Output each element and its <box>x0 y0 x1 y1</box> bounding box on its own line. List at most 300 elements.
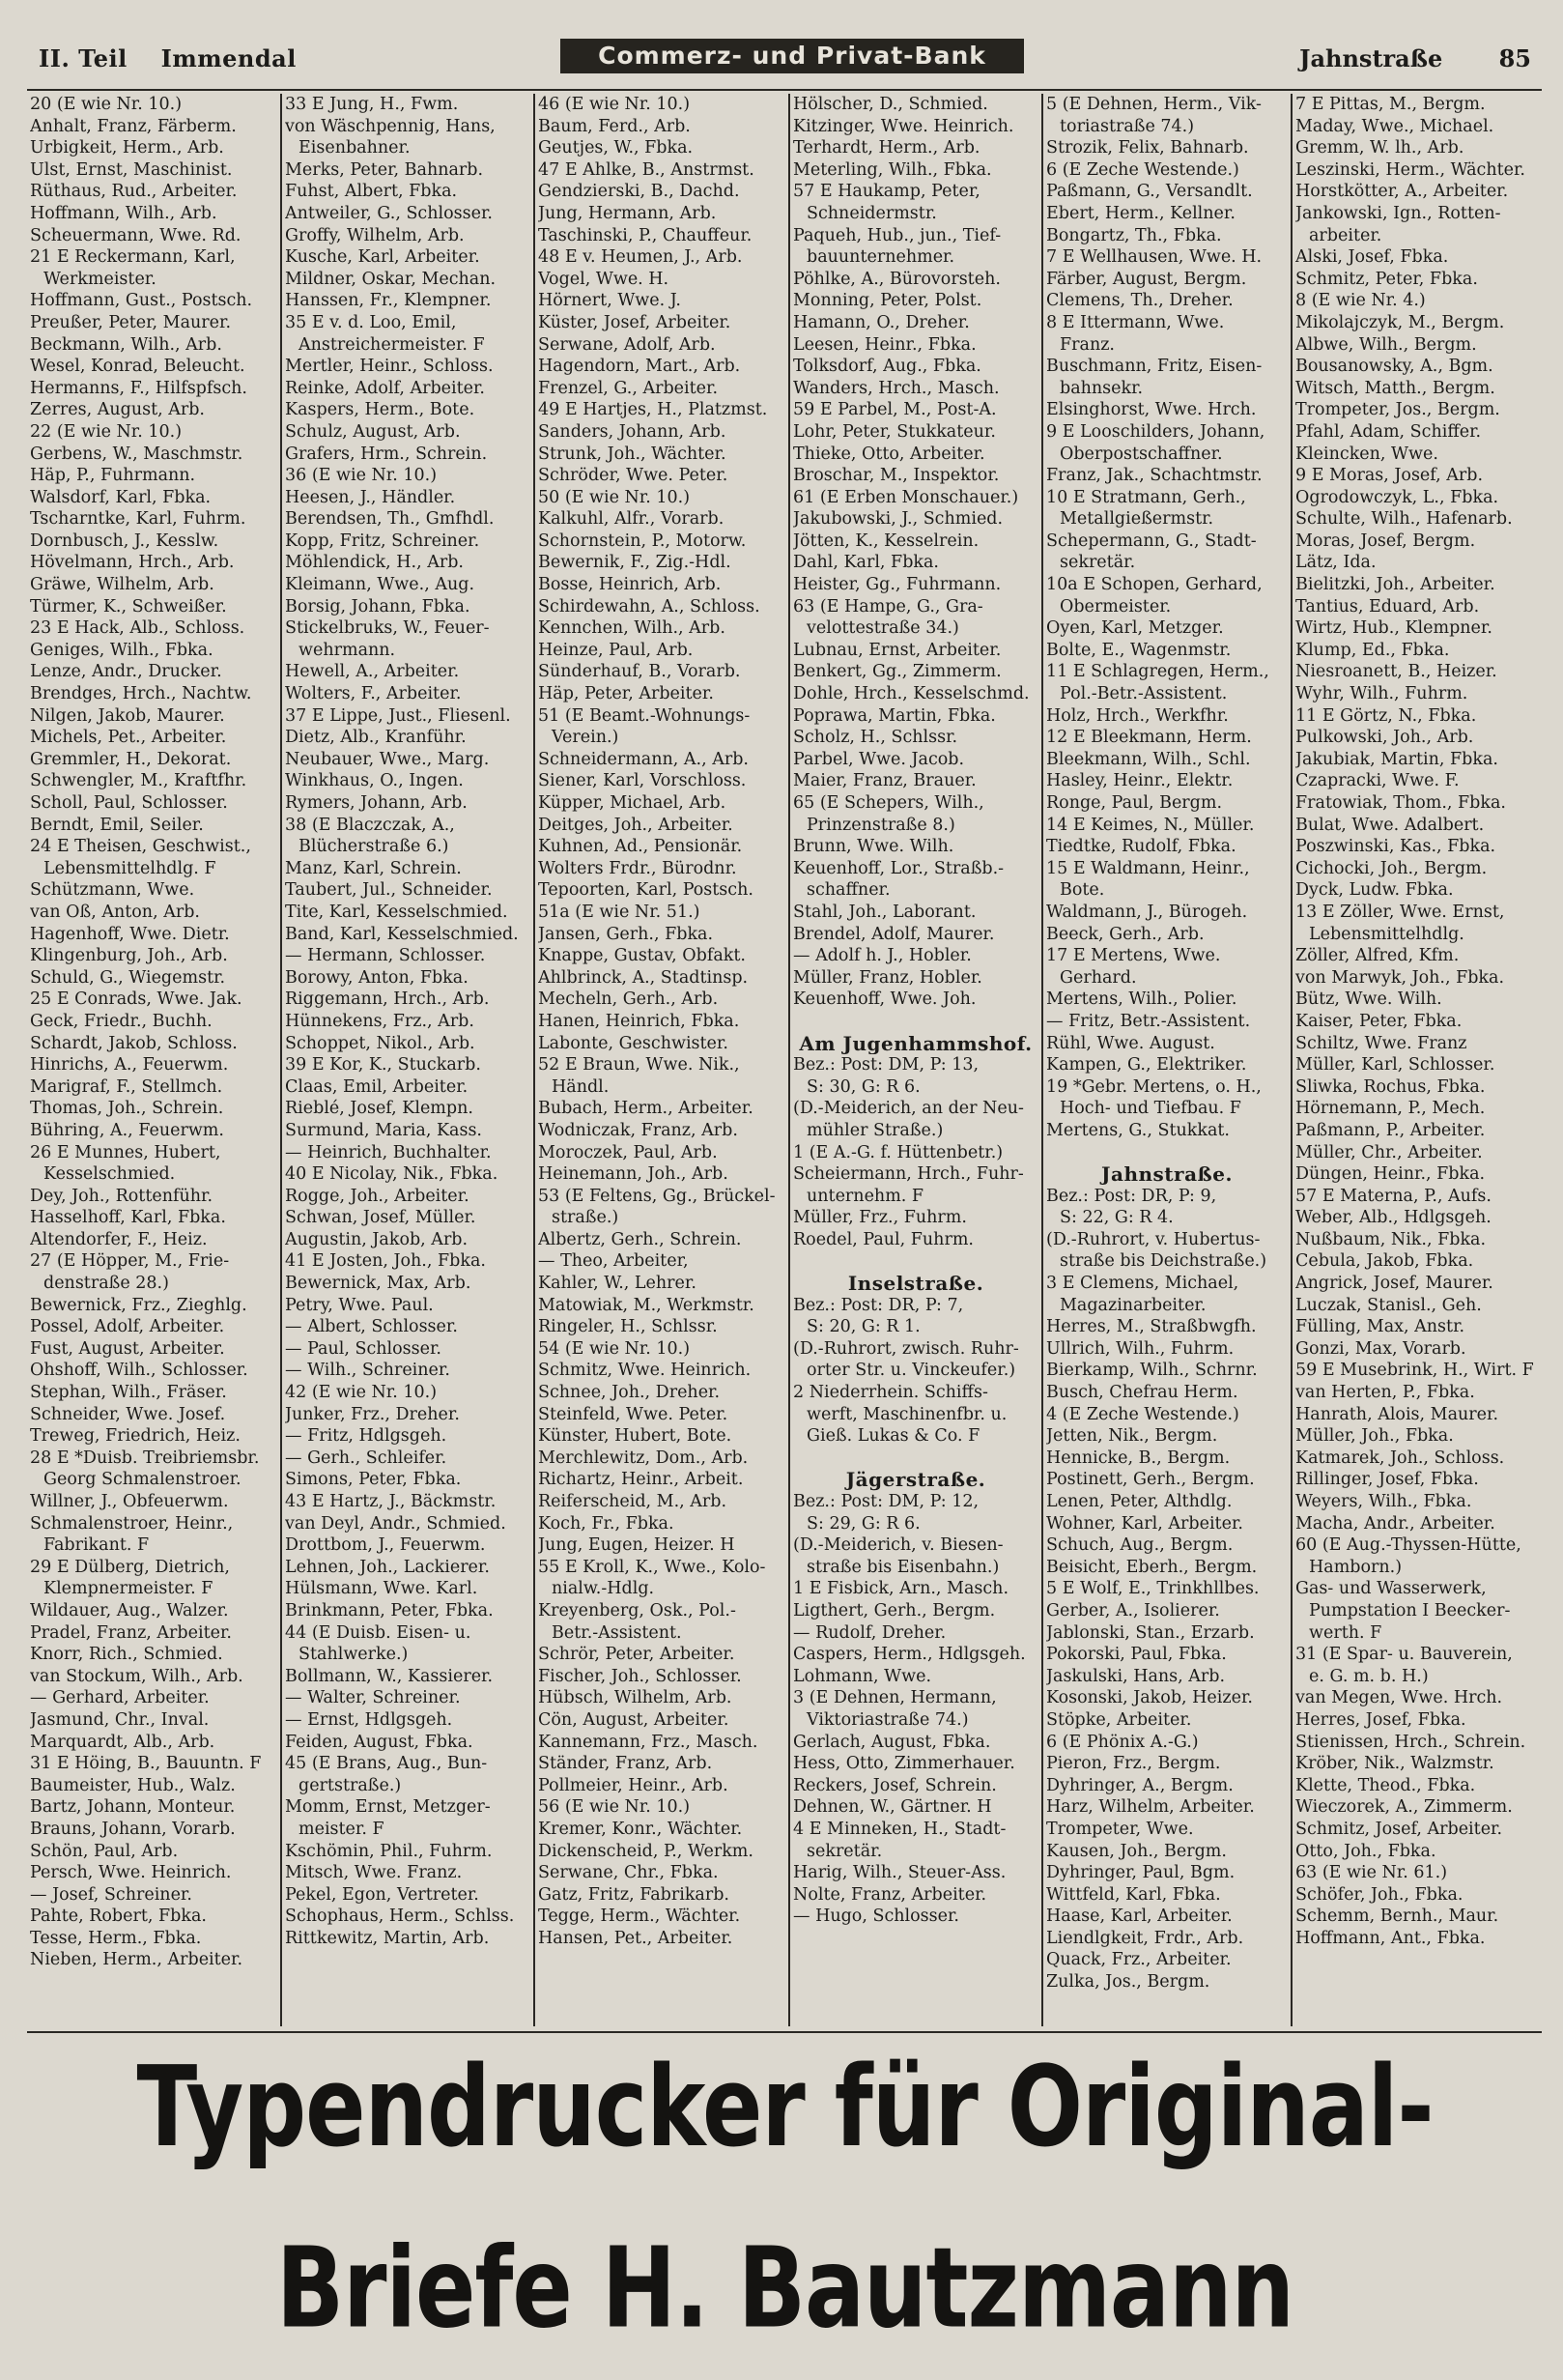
directory-entry: Mertens, G., Stukkat. <box>1046 1120 1230 1140</box>
directory-entry: Scheiermann, Hrch., Fuhr- <box>793 1164 1024 1185</box>
directory-entry: werth. F <box>1309 1622 1382 1643</box>
directory-entry: Mertler, Heinr., Schloss. <box>285 357 494 377</box>
directory-entry: Hübsch, Wilhelm, Arb. <box>538 1688 732 1708</box>
directory-entry: Klingenburg, Joh., Arb. <box>30 946 228 966</box>
directory-entry: Bleekmann, Wilh., Schl. <box>1046 749 1251 769</box>
directory-entry: Hagendorn, Mart., Arb. <box>538 357 741 377</box>
directory-entry: Strozik, Felix, Bahnarb. <box>1046 138 1249 158</box>
directory-entry: Gremmler, H., Dekorat. <box>30 749 232 769</box>
directory-entry: Altendorfer, F., Heiz. <box>30 1229 208 1249</box>
directory-entry: Künster, Hubert, Bote. <box>538 1426 732 1447</box>
directory-entry: Ligthert, Gerh., Bergm. <box>793 1600 996 1620</box>
directory-entry: schaffner. <box>807 880 891 901</box>
header-divider <box>27 89 1542 91</box>
directory-entry: Poprawa, Martin, Fbka. <box>793 705 996 726</box>
header-right <box>1251 44 1531 72</box>
directory-entry: Terhardt, Herm., Arb. <box>793 138 980 158</box>
directory-entry: — Hugo, Schlosser. <box>793 1907 959 1927</box>
directory-entry: Postinett, Gerh., Bergm. <box>1046 1470 1255 1490</box>
directory-entry: Gremm, W. lh., Arb. <box>1295 138 1464 158</box>
directory-entry: Simons, Peter, Fbka. <box>285 1470 462 1490</box>
directory-entry: 44 (E Duisb. Eisen- u. <box>285 1622 471 1643</box>
directory-entry: (D.-Ruhrort, zwisch. Ruhr- <box>793 1338 1019 1359</box>
directory-entry: Oyen, Karl, Metzger. <box>1046 618 1224 639</box>
directory-entry: 47 E Ahlke, B., Anstrmst. <box>538 159 754 180</box>
directory-entry: Pumpstation I Beecker- <box>1309 1600 1511 1620</box>
directory-entry: Betr.-Assistent. <box>552 1622 682 1643</box>
directory-entry: Türmer, K., Schweißer. <box>30 596 227 617</box>
directory-entry: 19 *Gebr. Mertens, o. H., <box>1046 1076 1262 1097</box>
directory-entry: Kitzinger, Wwe. Heinrich. <box>793 116 1014 136</box>
directory-entry: Bongartz, Th., Fbka. <box>1046 225 1222 245</box>
directory-entry: Bulat, Wwe. Adalbert. <box>1295 815 1485 835</box>
directory-entry: Ulst, Ernst, Maschinist. <box>30 159 233 180</box>
directory-entry: 10 E Stratmann, Gerh., <box>1046 487 1246 507</box>
directory-entry: Müller, Joh., Fbka. <box>1295 1426 1454 1447</box>
directory-entry: Fabrikant. F <box>43 1535 150 1556</box>
directory-entry: nialw.-Hdlg. <box>552 1579 655 1599</box>
directory-entry: Angrick, Josef, Maurer. <box>1295 1274 1493 1294</box>
directory-entry: Reinke, Adolf, Arbeiter. <box>285 378 485 398</box>
directory-entry: 4 (E Zeche Westende.) <box>1046 1404 1239 1424</box>
directory-entry: wehrmann. <box>298 640 396 660</box>
directory-entry: Scheuermann, Wwe. Rd. <box>30 225 242 245</box>
directory-entry: Anstreichermeister. F <box>298 334 485 355</box>
directory-entry: Stephan, Wilh., Fräser. <box>30 1383 227 1403</box>
directory-entry: sekretär. <box>807 1841 883 1861</box>
directory-entry: Schmitz, Josef, Arbeiter. <box>1295 1819 1503 1839</box>
column-1 <box>27 94 280 2026</box>
directory-entry: Reiferscheid, M., Arb. <box>538 1492 727 1511</box>
directory-entry: Kreyenberg, Osk., Pol.- <box>538 1600 736 1620</box>
directory-entry: bahnsekr. <box>1060 378 1144 398</box>
directory-entry: 26 E Munnes, Hubert, <box>30 1142 221 1162</box>
directory-entry: Möhlendick, H., Arb. <box>285 553 464 573</box>
directory-entry: Paßmann, G., Versandlt. <box>1046 182 1253 202</box>
directory-entry: Lubnau, Ernst, Arbeiter. <box>793 640 1002 660</box>
directory-entry: e. G. m. b. H.) <box>1309 1666 1429 1686</box>
directory-entry: 23 E Hack, Alb., Schloss. <box>30 618 245 639</box>
street-heading: Inselstraße. <box>847 1273 984 1295</box>
directory-entry: 42 (E wie Nr. 10.) <box>285 1383 438 1403</box>
directory-entry: Wodniczak, Franz, Arb. <box>538 1120 738 1140</box>
directory-entry: denstraße 28.) <box>43 1274 169 1294</box>
directory-entry: Maier, Franz, Brauer. <box>793 771 977 791</box>
street-label: Jahnstraße <box>1299 44 1443 72</box>
directory-entry: werft, Maschinenfbr. u. <box>807 1404 1008 1424</box>
directory-entry: Hermanns, F., Hilfspfsch. <box>30 378 247 398</box>
directory-entry: 22 (E wie Nr. 10.) <box>30 421 183 442</box>
directory-entry: Pekel, Egon, Vertreter. <box>285 1884 479 1905</box>
directory-entry: Schwengler, M., Kraftfhr. <box>30 771 247 791</box>
directory-entry: Hansen, Pet., Arbeiter. <box>538 1928 733 1948</box>
directory-entry: Georg Schmalenstroer. <box>43 1470 242 1490</box>
directory-entry: 37 E Lippe, Just., Fliesenl. <box>285 705 511 726</box>
directory-entry: Kusche, Karl, Arbeiter. <box>285 247 480 268</box>
directory-entry: von Wäschpennig, Hans, <box>285 116 496 136</box>
directory-entry: Rillinger, Josef, Fbka. <box>1295 1470 1479 1490</box>
directory-entry: Schardt, Jakob, Schloss. <box>30 1033 238 1053</box>
directory-entry: Fratowiak, Thom., Fbka. <box>1295 793 1506 813</box>
directory-columns <box>27 94 1542 2026</box>
directory-entry: 63 (E wie Nr. 61.) <box>1295 1863 1448 1883</box>
directory-entry: orter Str. u. Vinckeufer.) <box>807 1361 1016 1381</box>
directory-entry: Schmitz, Peter, Fbka. <box>1295 269 1478 289</box>
directory-entry: 48 E v. Heumen, J., Arb. <box>538 247 743 268</box>
header-left <box>39 44 322 72</box>
directory-entry: Jasmund, Chr., Inval. <box>30 1709 210 1730</box>
directory-entry: 1 (E A.-G. f. Hüttenbetr.) <box>793 1142 1004 1162</box>
directory-entry: Schulz, August, Arb. <box>285 421 461 442</box>
directory-entry: van Herten, P., Fbka. <box>1295 1383 1475 1403</box>
directory-entry: Ständer, Franz, Arb. <box>538 1754 713 1774</box>
directory-entry: Sanders, Johann, Arb. <box>538 421 726 442</box>
directory-entry: Luczak, Stanisl., Geh. <box>1295 1295 1482 1315</box>
directory-entry: Anhalt, Franz, Färberm. <box>30 116 237 136</box>
directory-entry: Schoppet, Nikol., Arb. <box>285 1033 475 1053</box>
directory-entry: Augustin, Jakob, Arb. <box>285 1229 469 1249</box>
directory-entry: 43 E Hartz, J., Bäckmstr. <box>285 1492 497 1511</box>
directory-entry: Hörnemann, P., Mech. <box>1295 1099 1486 1119</box>
directory-entry: Pulkowski, Joh., Arb. <box>1295 728 1474 748</box>
directory-entry: — Gerhard, Arbeiter. <box>30 1688 210 1708</box>
directory-entry: 25 E Conrads, Wwe. Jak. <box>30 989 242 1010</box>
directory-entry: Steinfeld, Wwe. Peter. <box>538 1404 728 1424</box>
directory-entry: Vogel, Wwe. H. <box>538 269 669 289</box>
directory-entry: Jung, Hermann, Arb. <box>538 203 717 223</box>
directory-entry: 59 E Parbel, M., Post-A. <box>793 400 997 420</box>
directory-entry: Buschmann, Fritz, Eisen- <box>1046 357 1263 377</box>
directory-entry: Hölscher, D., Schmied. <box>793 95 988 114</box>
directory-entry: Lehnen, Joh., Lackierer. <box>285 1557 490 1577</box>
directory-entry: Albertz, Gerh., Schrein. <box>538 1229 742 1249</box>
directory-entry: 2 Niederrhein. Schiffs- <box>793 1383 988 1403</box>
directory-entry: 3 (E Dehnen, Hermann, <box>793 1688 997 1708</box>
directory-entry: Bousanowsky, A., Bgm. <box>1295 357 1493 377</box>
directory-entry: Händl. <box>552 1076 610 1097</box>
directory-entry: 35 E v. d. Loo, Emil, <box>285 312 457 332</box>
directory-entry: Bütz, Wwe. Wilh. <box>1295 989 1442 1010</box>
directory-entry: Mecheln, Gerh., Arb. <box>538 989 719 1010</box>
directory-entry: Gatz, Fritz, Fabrikarb. <box>538 1884 729 1905</box>
directory-entry: 41 E Josten, Joh., Fbka. <box>285 1251 486 1272</box>
directory-entry: Rittkewitz, Martin, Arb. <box>285 1928 490 1948</box>
directory-entry: Hörnert, Wwe. J. <box>538 291 681 311</box>
directory-entry: Jetten, Nik., Bergm. <box>1046 1426 1218 1447</box>
directory-entry: Scholl, Paul, Schlosser. <box>30 793 228 813</box>
directory-entry: Gerber, A., Isolierer. <box>1046 1600 1220 1620</box>
directory-entry: Bez.: Post: DM, P: 12, <box>793 1492 980 1511</box>
directory-entry: Kremer, Konr., Wächter. <box>538 1819 743 1839</box>
directory-entry: Dehnen, W., Gärtner. H <box>793 1797 992 1818</box>
directory-entry: Gerhard. <box>1060 967 1137 988</box>
directory-entry: 45 (E Brans, Aug., Bun- <box>285 1754 488 1774</box>
directory-entry: Hanen, Heinrich, Fbka. <box>538 1011 740 1031</box>
directory-entry: Kröber, Nik., Walzmstr. <box>1295 1754 1494 1774</box>
directory-entry: 4 E Minneken, H., Stadt- <box>793 1819 1007 1839</box>
directory-entry: Weyers, Wilh., Fbka. <box>1295 1492 1472 1511</box>
directory-entry: Fischer, Joh., Schlosser. <box>538 1666 742 1686</box>
directory-entry <box>793 1448 1038 1470</box>
directory-entry: Michels, Pet., Arbeiter. <box>30 728 227 748</box>
directory-entry: van Stockum, Wilh., Arb. <box>30 1666 243 1686</box>
directory-entry: Schirdewahn, A., Schloss. <box>538 596 760 617</box>
directory-entry: 29 E Dülberg, Dietrich, <box>30 1557 230 1577</box>
directory-entry: Cön, August, Arbeiter. <box>538 1709 729 1730</box>
directory-entry: Bierkamp, Wilh., Schrnr. <box>1046 1361 1258 1381</box>
directory-entry: Kleimann, Wwe., Aug. <box>285 575 475 595</box>
directory-entry: 11 E Schlagregen, Herm., <box>1046 662 1269 682</box>
directory-entry: 6 (E Zeche Westende.) <box>1046 159 1239 180</box>
directory-entry: Borsig, Johann, Fbka. <box>285 596 470 617</box>
directory-entry: Hünnekens, Frz., Arb. <box>285 1011 474 1031</box>
directory-entry: Wohner, Karl, Arbeiter. <box>1046 1513 1243 1534</box>
directory-entry: unternehm. F <box>807 1186 924 1206</box>
directory-entry: 52 E Braun, Wwe. Nik., <box>538 1055 740 1075</box>
directory-entry: Elsinghorst, Wwe. Hrch. <box>1046 400 1257 420</box>
directory-entry: Ebert, Herm., Kellner. <box>1046 203 1236 223</box>
directory-entry: Thieke, Otto, Arbeiter. <box>793 444 985 464</box>
directory-entry: Momm, Ernst, Metzger- <box>285 1797 491 1818</box>
directory-entry: Bote. <box>1060 880 1105 901</box>
directory-entry: 38 (E Blaczczak, A., <box>285 815 455 835</box>
directory-entry: Marquardt, Alb., Arb. <box>30 1732 215 1752</box>
directory-entry: Benkert, Gg., Zimmerm. <box>793 662 1002 682</box>
directory-entry: Caspers, Herm., Hdlgsgeh. <box>793 1645 1026 1665</box>
directory-entry: Ahlbrinck, A., Stadtinsp. <box>538 967 749 988</box>
directory-entry: Urbigkeit, Herm., Arb. <box>30 138 224 158</box>
directory-entry: Jaskulski, Hans, Arb. <box>1046 1666 1226 1686</box>
directory-entry: Gieß. Lukas & Co. F <box>807 1426 980 1447</box>
directory-entry: Nolte, Franz, Arbeiter. <box>793 1884 987 1905</box>
directory-entry: Liendlgkeit, Frdr., Arb. <box>1046 1928 1244 1948</box>
directory-entry: Dyhringer, Paul, Bgm. <box>1046 1863 1236 1883</box>
directory-entry: — Adolf h. J., Hobler. <box>793 946 972 966</box>
directory-entry: van Oß, Anton, Arb. <box>30 902 200 922</box>
directory-entry: Heesen, J., Händler. <box>285 487 456 507</box>
directory-entry: Zerres, August, Arb. <box>30 400 205 420</box>
directory-entry: Eisenbahner. <box>298 138 411 158</box>
directory-entry: Poszwinski, Kas., Fbka. <box>1295 837 1496 857</box>
directory-entry: Wyhr, Wilh., Fuhrm. <box>1295 684 1468 704</box>
directory-entry: Kaspers, Herm., Bote. <box>285 400 475 420</box>
directory-entry: Rühl, Wwe. August. <box>1046 1033 1215 1053</box>
directory-entry: Leszinski, Herm., Wächter. <box>1295 159 1525 180</box>
directory-entry: Hoffmann, Gust., Postsch. <box>30 291 253 311</box>
directory-entry: 8 E Ittermann, Wwe. <box>1046 312 1225 332</box>
directory-entry: Zulka, Jos., Bergm. <box>1046 1972 1210 1993</box>
directory-entry: Ogrodowczyk, L., Fbka. <box>1295 487 1499 507</box>
directory-entry: Magazinarbeiter. <box>1060 1295 1207 1315</box>
directory-entry: Meterling, Wilh., Fbka. <box>793 159 992 180</box>
directory-entry: Schneidermann, A., Arb. <box>538 749 749 769</box>
street-heading: Am Jugenhammshof. <box>799 1032 1033 1055</box>
directory-entry: van Deyl, Andr., Schmied. <box>285 1513 506 1534</box>
directory-entry: Franz. <box>1060 334 1115 355</box>
directory-entry: Wieczorek, A., Zimmerm. <box>1295 1797 1513 1818</box>
directory-entry: Claas, Emil, Arbeiter. <box>285 1076 469 1097</box>
directory-entry: Beeck, Gerh., Arb. <box>1046 924 1205 944</box>
directory-entry: Herres, Josef, Fbka. <box>1295 1709 1466 1730</box>
directory-entry: Müller, Karl, Schlosser. <box>1295 1055 1495 1075</box>
directory-entry: Gerlach, August, Fbka. <box>793 1732 991 1752</box>
directory-entry: Schön, Paul, Arb. <box>30 1841 179 1861</box>
directory-entry: Willner, J., Obfeuerwm. <box>30 1492 229 1511</box>
directory-entry: Lenen, Peter, Althdlg. <box>1046 1492 1233 1511</box>
directory-entry: Berendsen, Th., Gmfhdl. <box>285 509 495 530</box>
directory-entry: — Ernst, Hdlgsgeh. <box>285 1709 453 1730</box>
directory-entry: Kampen, G., Elektriker. <box>1046 1055 1247 1075</box>
directory-entry: Stienissen, Hrch., Schrein. <box>1295 1732 1526 1752</box>
directory-entry: Preußer, Peter, Maurer. <box>30 312 232 332</box>
directory-entry: Blücherstraße 6.) <box>298 837 449 857</box>
directory-entry: 9 E Looschilders, Johann, <box>1046 421 1265 442</box>
directory-entry: — Josef, Schreiner. <box>30 1884 192 1905</box>
directory-entry: Keuenhoff, Lor., Straßb.- <box>793 858 1005 878</box>
directory-entry: Witsch, Matth., Bergm. <box>1295 378 1495 398</box>
directory-entry: Hülsmann, Wwe. Karl. <box>285 1579 478 1599</box>
directory-entry: Holz, Hrch., Werkfhr. <box>1046 705 1229 726</box>
directory-entry: S: 30, G: R 6. <box>807 1076 921 1097</box>
directory-entry: — Walter, Schreiner. <box>285 1688 461 1708</box>
column-6 <box>1291 94 1542 2026</box>
directory-entry: Tantius, Eduard, Arb. <box>1295 596 1480 617</box>
directory-entry: 8 (E wie Nr. 4.) <box>1295 291 1426 311</box>
directory-entry: Brendel, Adolf, Maurer. <box>793 924 995 944</box>
directory-entry: Stahl, Joh., Laborant. <box>793 902 977 922</box>
directory-entry: Quack, Frz., Arbeiter. <box>1046 1950 1232 1970</box>
directory-entry: — Paul, Schlosser. <box>285 1338 441 1359</box>
directory-entry: Weber, Alb., Hdlgsgeh. <box>1295 1208 1492 1228</box>
directory-entry: Parbel, Wwe. Jacob. <box>793 749 965 769</box>
directory-entry: Bollmann, W., Kassierer. <box>285 1666 494 1686</box>
directory-entry: Hennicke, B., Bergm. <box>1046 1448 1231 1468</box>
directory-entry: mühler Straße.) <box>807 1120 944 1140</box>
directory-entry: Koch, Fr., Fbka. <box>538 1513 674 1534</box>
directory-entry: 28 E *Duisb. Treibriemsbr. <box>30 1448 260 1468</box>
directory-entry: 40 E Nicolay, Nik., Fbka. <box>285 1164 498 1185</box>
directory-entry: Ronge, Paul, Bergm. <box>1046 793 1223 813</box>
directory-entry: (D.-Meiderich, v. Biesen- <box>793 1535 1004 1556</box>
directory-entry: Bez.: Post: DM, P: 13, <box>793 1055 980 1075</box>
directory-entry: Siener, Karl, Vorschloss. <box>538 771 747 791</box>
directory-entry: Hoch- und Tiefbau. F <box>1060 1099 1241 1119</box>
directory-entry: Prinzenstraße 8.) <box>807 815 955 835</box>
footer-advertisement: Typendrucker für Original-Briefe H. Bautzmann <box>136 2042 1434 2353</box>
directory-entry: Lebensmittelhdlg. <box>1309 924 1464 944</box>
directory-entry: Drottbom, J., Feuerwm. <box>285 1535 486 1556</box>
bank-banner: Commerz- und Privat-Bank <box>560 39 1024 73</box>
street-heading: Jahnstraße. <box>1101 1163 1233 1186</box>
directory-entry: Knappe, Gustav, Obfakt. <box>538 946 746 966</box>
directory-entry: Reckers, Josef, Schrein. <box>793 1775 997 1795</box>
directory-entry: 24 E Theisen, Geschwist., <box>30 837 251 857</box>
directory-entry: Maday, Wwe., Michael. <box>1295 116 1494 136</box>
directory-entry: Treweg, Friedrich, Heiz. <box>30 1426 241 1447</box>
directory-entry: Matowiak, M., Werkmstr. <box>538 1295 754 1315</box>
directory-entry: Wirtz, Hub., Klempner. <box>1295 618 1492 639</box>
directory-entry: Ullrich, Wilh., Fuhrm. <box>1046 1338 1235 1359</box>
directory-entry: Clemens, Th., Dreher. <box>1046 291 1234 311</box>
directory-entry: Leesen, Heinr., Fbka. <box>793 334 977 355</box>
directory-entry: Nußbaum, Nik., Fbka. <box>1295 1229 1487 1249</box>
directory-entry: Serwane, Chr., Fbka. <box>538 1863 719 1883</box>
directory-entry: straße bis Deichstraße.) <box>1060 1251 1267 1272</box>
directory-entry: 6 (E Phönix A.-G.) <box>1046 1732 1199 1752</box>
directory-entry: Lenze, Andr., Drucker. <box>30 662 222 682</box>
directory-entry: Dey, Joh., Rottenführ. <box>30 1186 213 1206</box>
directory-entry: Gonzi, Max, Vorarb. <box>1295 1338 1466 1359</box>
directory-entry: 63 (E Hampe, G., Gra- <box>793 596 983 617</box>
directory-entry: Brinkmann, Peter, Fbka. <box>285 1600 494 1620</box>
directory-entry: Jablonski, Stan., Erzarb. <box>1046 1622 1255 1643</box>
directory-entry: Bubach, Herm., Arbeiter. <box>538 1099 753 1119</box>
directory-entry: Baumeister, Hub., Walz. <box>30 1775 236 1795</box>
directory-entry: Gendzierski, B., Dachd. <box>538 182 740 202</box>
directory-entry: Kuhnen, Ad., Pensionär. <box>538 837 743 857</box>
directory-entry: Geutjes, W., Fbka. <box>538 138 694 158</box>
directory-entry: Rieblé, Josef, Klempn. <box>285 1099 473 1119</box>
directory-entry: Küpper, Michael, Arb. <box>538 793 726 813</box>
directory-entry: Deitges, Joh., Arbeiter. <box>538 815 733 835</box>
directory-entry: — Theo, Arbeiter, <box>538 1251 689 1272</box>
directory-entry: Sliwka, Rochus, Fbka. <box>1295 1076 1486 1097</box>
directory-entry: Metallgießermstr. <box>1060 509 1214 530</box>
directory-entry: 50 (E wie Nr. 10.) <box>538 487 691 507</box>
directory-entry: Häp, Peter, Arbeiter. <box>538 684 714 704</box>
directory-entry: Bez.: Post: DR, P: 7, <box>793 1295 964 1315</box>
directory-entry: Tegge, Herm., Wächter. <box>538 1907 741 1927</box>
directory-entry: Winkhaus, O., Ingen. <box>285 771 464 791</box>
directory-entry: Ringeler, H., Schlssr. <box>538 1317 718 1337</box>
directory-entry: Schöfer, Joh., Fbka. <box>1295 1884 1464 1905</box>
directory-entry: Niesroanett, B., Heizer. <box>1295 662 1497 682</box>
directory-entry: Beisicht, Eberh., Bergm. <box>1046 1557 1258 1577</box>
directory-entry: Marigraf, F., Stellmch. <box>30 1076 223 1097</box>
directory-entry: 36 (E wie Nr. 10.) <box>285 466 438 486</box>
directory-entry: 20 (E wie Nr. 10.) <box>30 95 183 114</box>
directory-entry: Paqueh, Hub., jun., Tief- <box>793 225 1002 245</box>
directory-entry: Katmarek, Joh., Schloss. <box>1295 1448 1505 1468</box>
directory-entry: S: 20, G: R 1. <box>807 1317 921 1337</box>
directory-entry: Brunn, Wwe. Wilh. <box>793 837 954 857</box>
directory-entry: Werkmeister. <box>43 269 156 289</box>
directory-entry: Alski, Josef, Fbka. <box>1295 247 1449 268</box>
directory-entry: Dornbusch, J., Kesslw. <box>30 530 219 551</box>
directory-entry: Kaiser, Peter, Fbka. <box>1295 1011 1463 1031</box>
directory-entry: Kalkuhl, Alfr., Vorarb. <box>538 509 725 530</box>
directory-entry: Grafers, Hrm., Schrein. <box>285 444 488 464</box>
directory-entry: 17 E Mertens, Wwe. <box>1046 946 1221 966</box>
directory-entry: Moroczek, Paul, Arb. <box>538 1142 718 1162</box>
directory-entry: Jakubiak, Martin, Fbka. <box>1295 749 1498 769</box>
directory-entry: Hamborn.) <box>1309 1557 1403 1577</box>
directory-entry: Schnee, Joh., Dreher. <box>538 1383 721 1403</box>
column-2 <box>280 94 533 2026</box>
directory-entry: — Wilh., Schreiner. <box>285 1361 450 1381</box>
directory-entry: Schemm, Bernh., Maur. <box>1295 1907 1499 1927</box>
directory-entry: — Hermann, Schlosser. <box>285 946 486 966</box>
directory-entry: Kosonski, Jakob, Heizer. <box>1046 1688 1253 1708</box>
directory-entry: Dahl, Karl, Fbka. <box>793 553 939 573</box>
directory-entry: 46 (E wie Nr. 10.) <box>538 95 691 114</box>
directory-entry: Riggemann, Hrch., Arb. <box>285 989 490 1010</box>
directory-entry: Persch, Wwe. Heinrich. <box>30 1863 232 1883</box>
directory-entry: straße.) <box>552 1208 619 1228</box>
directory-entry: 65 (E Schepers, Wilh., <box>793 793 984 813</box>
directory-entry: Hagenhoff, Wwe. Dietr. <box>30 924 230 944</box>
directory-entry: Schiltz, Wwe. Franz <box>1295 1033 1467 1053</box>
